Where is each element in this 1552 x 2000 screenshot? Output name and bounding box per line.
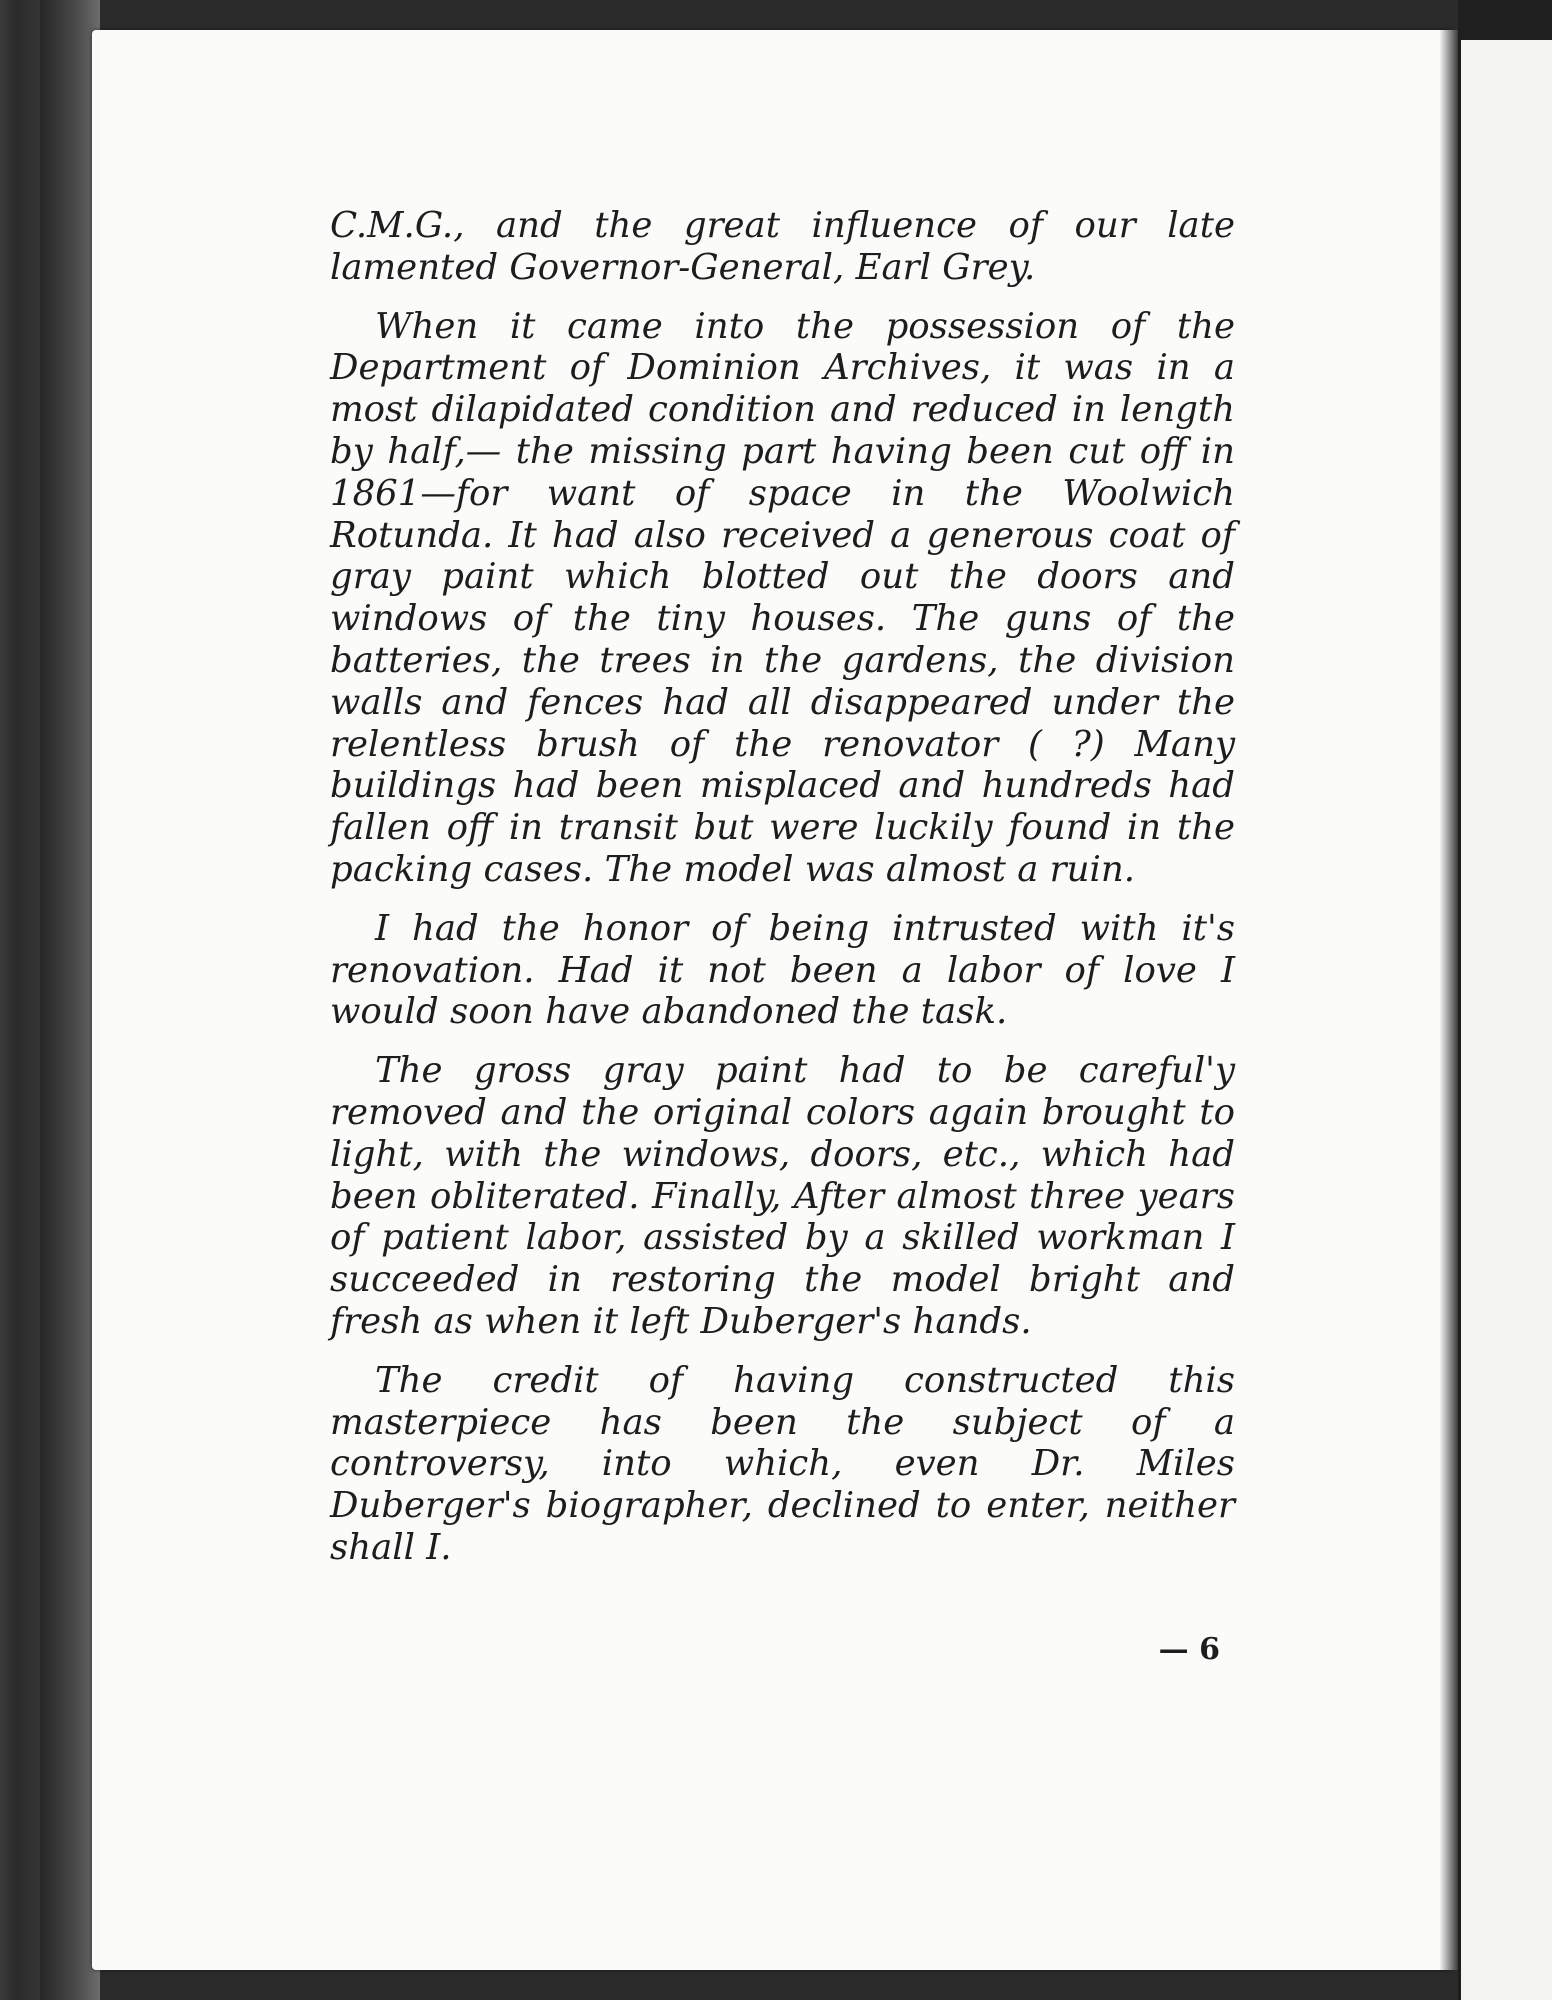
page-body-text bbox=[330, 205, 1235, 1586]
paragraph-1: C.M.G., and the great influence of our late lamented Governor-General, Earl Grey. bbox=[330, 205, 1235, 288]
background-strip bbox=[1458, 0, 1552, 40]
page-gutter-shadow bbox=[1440, 30, 1458, 1970]
page-number: — 6 bbox=[1158, 1632, 1220, 1667]
book-binding bbox=[0, 0, 40, 2000]
paragraph-2: When it came into the possession of the Department of Dominion Archives, it was in a most dilapidated condition and reduced in length by half,— the missing part having been cut off in 1861—for want of space in the Woolwich Rotunda. It had also received a generous coat of gray paint which blotted out the doors and windows of the tiny houses. The guns of the batteries, the trees in the gardens, the division walls and fences had all disappeared under the relentless brush of the renovator ( ?) Many buildings had been misplaced and hundreds had fallen off in transit but were luckily found in the packing cases. The model was almost a ruin. bbox=[330, 305, 1235, 890]
paragraph-5: The credit of having constructed this masterpiece has been the subject of a controversy, into which, even Dr. Miles Duberger's biographer, declined to enter, neither shall I. bbox=[330, 1359, 1235, 1568]
paragraph-4: The gross gray paint had to be careful'y removed and the original colors again brought to light, with the windows, doors, etc., which had been obliterated. Finally, After almost three years of patient labor, assisted by a skilled workman I succeeded in restoring the model bright and fresh as when it left Duberger's hands. bbox=[330, 1050, 1235, 1342]
cover-edge bbox=[40, 0, 100, 2000]
adjacent-page-edge bbox=[1458, 40, 1552, 2000]
paragraph-3: I had the honor of being intrusted with it's renovation. Had it not been a labor of love I would soon have abandoned the task. bbox=[330, 907, 1235, 1033]
